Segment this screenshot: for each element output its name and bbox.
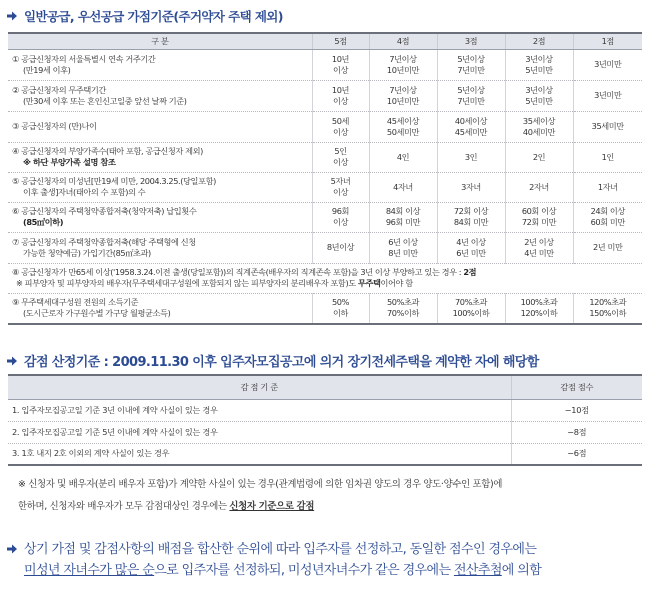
score-text: 96회 [331, 206, 350, 216]
score-text: 8년이상 [326, 242, 355, 252]
score-text: 60회 미만 [590, 217, 625, 227]
score-cell [573, 142, 642, 172]
criterion-cell [8, 142, 312, 172]
section1-title [6, 7, 283, 25]
score-cell [369, 293, 437, 324]
score-text: 40세미만 [522, 126, 556, 137]
score-text: 5인 [334, 146, 347, 156]
score-cell [312, 232, 369, 263]
score-cell [312, 49, 369, 80]
deduction-criterion: 1. 입주자모집공고일 기준 3년 이내에 계약 사실이 있는 경우 [8, 399, 511, 421]
score-text: 84회 미만 [453, 217, 489, 227]
table-row [8, 80, 642, 111]
criterion-score: 2점 [463, 267, 477, 277]
score-cell [312, 111, 369, 142]
score-cell [573, 111, 642, 142]
score-cell [369, 80, 437, 111]
header-4pt: 4점 [369, 33, 437, 49]
score-text: 7년이상 [389, 84, 417, 95]
criterion-text: ⑨ 무주택세대구성원 전원의 소득기준 [12, 297, 139, 308]
score-text: 6년 미만 [456, 247, 486, 258]
criterion-text: (만19세 이후) [23, 64, 71, 75]
score-text: 70%초과 [454, 297, 488, 308]
score-text: 7년미만 [457, 95, 485, 106]
criterion-cell [8, 111, 312, 142]
score-cell [437, 202, 505, 232]
score-cell [505, 80, 573, 111]
score-text: 100%초과 [520, 297, 558, 308]
score-cell [437, 172, 505, 202]
score-cell [369, 111, 437, 142]
score-cell [312, 80, 369, 111]
header-2pt: 2점 [505, 33, 573, 49]
score-cell [505, 49, 573, 80]
selection-rule-emphasis: 미성년 자녀수가 많은 순 [24, 563, 155, 578]
score-text: 45세이상 [386, 115, 420, 126]
score-table-header [8, 33, 642, 49]
table-row [8, 202, 642, 232]
score-cell [312, 293, 369, 324]
score-text: 5년이상 [457, 53, 485, 64]
score-cell [573, 49, 642, 80]
score-text: 이상 [332, 217, 349, 227]
table-row [8, 232, 642, 263]
criterion-text: ⑧ 공급신청자가 만65세 이상('1958.3.24.이전 출생(당일포함))의 직계존속(배우자의 직계존속 포함)을 3년 이상 부양하고 있는 경우 : [12, 267, 464, 277]
deduction-table [8, 374, 642, 466]
score-text: 40세이상 [454, 115, 488, 126]
score-text: 10년미만 [386, 95, 420, 106]
criterion-text: (도시근로자 가구원수별 가구당 월평균소득) [23, 308, 171, 319]
score-text: 1자녀 [597, 181, 618, 192]
arrow-right-icon [6, 10, 18, 22]
criterion-cell [8, 232, 312, 263]
header-category: 구 분 [8, 33, 312, 49]
score-text: 4년 이상 [456, 236, 486, 247]
score-cell [505, 172, 573, 202]
score-text: 4인 [396, 151, 410, 162]
table-row [8, 443, 642, 465]
dependent-parent-criterion [8, 263, 642, 293]
selection-rule-text: 상기 가점 및 감점사항의 배점을 합산한 순위에 따라 입주자를 선정하고, 동일한 점수인 경우에는 [24, 542, 537, 557]
score-text: 2인 [532, 151, 546, 162]
score-cell [437, 142, 505, 172]
score-text: 2자녀 [529, 181, 549, 192]
selection-rule-emphasis: 전산추첨 [453, 563, 502, 578]
score-cell [505, 293, 573, 324]
score-text: 이상 [332, 157, 349, 167]
score-text: 6년 이상 [388, 236, 418, 247]
criterion-cell [8, 202, 312, 232]
deduction-criterion: 2. 입주자모집공고일 기준 5년 이내에 계약 사실이 있는 경우 [8, 421, 511, 443]
score-cell [369, 172, 437, 202]
criterion-note [12, 278, 640, 289]
score-text: 5년미만 [525, 95, 553, 106]
deduction-note-text: 한하며, 신청자와 배우자가 모두 감점대상인 경우에는 [18, 501, 230, 512]
score-cell [312, 202, 369, 232]
criterion-text: ⑥ 공급신청자의 주택청약종합저축(청약저축) 납입횟수 [12, 206, 197, 216]
score-cell [505, 142, 573, 172]
table-row [8, 263, 642, 293]
score-text: 5년이상 [457, 84, 485, 95]
deduction-note [18, 474, 640, 518]
criterion-cell [8, 80, 312, 111]
deduction-note-line2 [18, 496, 640, 518]
table-row [8, 399, 642, 421]
score-text: 5자녀 [330, 176, 351, 186]
criterion-text: ⑦ 공급신청자의 주택청약종합저축(해당 주택형에 신청 [12, 236, 196, 247]
score-cell [312, 142, 369, 172]
score-text: 이상 [332, 64, 349, 75]
deduction-score: −8점 [511, 421, 642, 443]
score-text: 50세 [331, 115, 350, 126]
selection-rule-text: 으로 입주자를 선정하되, 미성년자녀수가 같은 경우에는 [154, 563, 454, 578]
header-criterion: 감 점 기 준 [8, 375, 511, 399]
score-text: 이상 [332, 95, 349, 106]
score-text: 50%초과 [386, 297, 420, 308]
selection-rule-line2 [6, 560, 541, 581]
criterion-text: ② 공급신청자의 무주택기간 [12, 84, 106, 95]
section2-title [6, 351, 539, 370]
table-row [8, 293, 642, 324]
criterion-text: 이후 출생]자녀(태아의 수 포함)의 수 [23, 187, 146, 197]
criterion-text: 가능한 청약예금) 가입기간(85㎡초과) [23, 247, 151, 258]
criterion-cell [8, 172, 312, 202]
criterion-text: (만30세 이후 또는 혼인신고일중 앞선 날짜 기준) [23, 95, 187, 106]
score-text: 8년 미만 [388, 247, 418, 258]
score-cell [437, 80, 505, 111]
criterion-text: (85㎡이하) [23, 217, 64, 227]
header-5pt: 5점 [312, 33, 369, 49]
score-text: 3년이상 [525, 84, 553, 95]
score-cell [505, 111, 573, 142]
table-row [8, 111, 642, 142]
deduction-table-header [8, 375, 642, 399]
score-text: 70%이하 [386, 308, 420, 319]
criterion-text: ⑤ 공급신청자의 미성년[만19세 미만, 2004.3.25.(당일포함) [12, 176, 216, 186]
score-cell [369, 142, 437, 172]
score-text: 7년이상 [389, 53, 417, 64]
table-row [8, 172, 642, 202]
score-text: 10년 [331, 53, 350, 64]
score-text: 45세미만 [454, 126, 488, 137]
arrow-right-icon [6, 543, 18, 555]
score-cell [369, 202, 437, 232]
score-text: 이하 [332, 308, 349, 319]
criterion-text: ③ 공급신청자의 (만)나이 [12, 121, 97, 131]
criterion-text: ※ 피부양자 및 피부양자의 배우자(무주택세대구성원에 포함되지 않는 피부양자의 분리배우자 포함)도 [16, 278, 358, 288]
score-text: 150%이하 [589, 308, 627, 319]
criterion-emphasis: 무주택 [357, 278, 381, 288]
score-text: 2년 미만 [592, 242, 623, 252]
score-text: 5년미만 [525, 64, 553, 75]
score-text: 3년미만 [594, 90, 622, 100]
score-cell [437, 232, 505, 263]
score-cell [573, 293, 642, 324]
score-cell [369, 232, 437, 263]
section1-title-text: 일반공급, 우선공급 가점기준(주거약자 주택 제외) [24, 9, 283, 24]
criterion-cell [8, 293, 312, 324]
deduction-note-line1: ※ 신청자 및 배우자(분리 배우자 포함)가 계약한 사실이 있는 경우(관계법령에 의한 임차권 양도의 경우 양도·양수인 포함)에 [18, 479, 503, 490]
score-text: 84회 이상 [385, 206, 421, 216]
score-text: 60회 이상 [521, 206, 557, 216]
score-text: 7년미만 [457, 64, 485, 75]
selection-rule-line1 [6, 539, 541, 560]
table-row [8, 49, 642, 80]
score-cell [369, 49, 437, 80]
score-text: 50% [332, 297, 349, 308]
score-cell [573, 80, 642, 111]
deduction-score: −10점 [511, 399, 642, 421]
score-cell [437, 49, 505, 80]
score-text: 3인 [464, 151, 478, 162]
score-text: 4년 미만 [524, 247, 554, 258]
arrow-right-icon [6, 355, 18, 367]
score-text: 72회 이상 [453, 206, 489, 216]
table-row [8, 421, 642, 443]
score-cell [573, 202, 642, 232]
score-text: 이상 [332, 187, 349, 197]
score-text: 3자녀 [461, 181, 481, 192]
deduction-score: −6점 [511, 443, 642, 465]
score-text: 10년미만 [386, 64, 420, 75]
header-3pt: 3점 [437, 33, 505, 49]
score-text: 10년 [331, 84, 350, 95]
score-cell [505, 202, 573, 232]
score-text: 1인 [601, 151, 614, 162]
table-row [8, 142, 642, 172]
section2-title-text: 감점 산정기준 : 2009.11.30 이후 입주자모집공고에 의거 장기전세주택을 계약한 자에 해당함 [24, 355, 539, 370]
score-text: 96회 미만 [385, 217, 421, 227]
score-cell [573, 172, 642, 202]
header-deduction: 감점 점수 [511, 375, 642, 399]
criterion-text: ④ 공급신청자의 부양가족수(태아 포함, 공급신청자 제외) [12, 146, 203, 156]
score-text: 120%이하 [520, 308, 558, 319]
score-text: 24회 이상 [590, 206, 625, 216]
score-text: 120%초과 [589, 297, 627, 308]
score-cell [437, 111, 505, 142]
score-text: 100%이하 [452, 308, 490, 319]
score-cell [437, 293, 505, 324]
deduction-criterion: 3. 1호 내지 2호 이외의 계약 사실이 있는 경우 [8, 443, 511, 465]
score-text: 이상 [332, 126, 349, 137]
score-text: 35세미만 [591, 121, 624, 131]
criterion-text [12, 267, 640, 278]
score-text: 35세이상 [522, 115, 556, 126]
score-cell [505, 232, 573, 263]
score-cell [573, 232, 642, 263]
score-text: 3년이상 [525, 53, 553, 64]
criterion-text: ① 공급신청자의 서울특별시 연속 거주기간 [12, 53, 156, 64]
score-cell [312, 172, 369, 202]
score-text: 2년 이상 [524, 236, 554, 247]
score-table [8, 32, 642, 325]
header-1pt: 1점 [573, 33, 642, 49]
selection-rule-text: 에 의함 [501, 563, 542, 578]
criterion-cell [8, 49, 312, 80]
score-text: 3년미만 [594, 59, 622, 69]
criterion-text: ※ 하단 부양가족 설명 참조 [23, 157, 116, 167]
criterion-text: 이어야 함 [380, 278, 413, 288]
selection-rule [6, 539, 541, 581]
score-text: 4자녀 [393, 181, 413, 192]
deduction-note-emphasis: 신청자 기준으로 감점 [229, 501, 315, 512]
score-text: 50세미만 [386, 126, 420, 137]
score-text: 72회 미만 [521, 217, 557, 227]
